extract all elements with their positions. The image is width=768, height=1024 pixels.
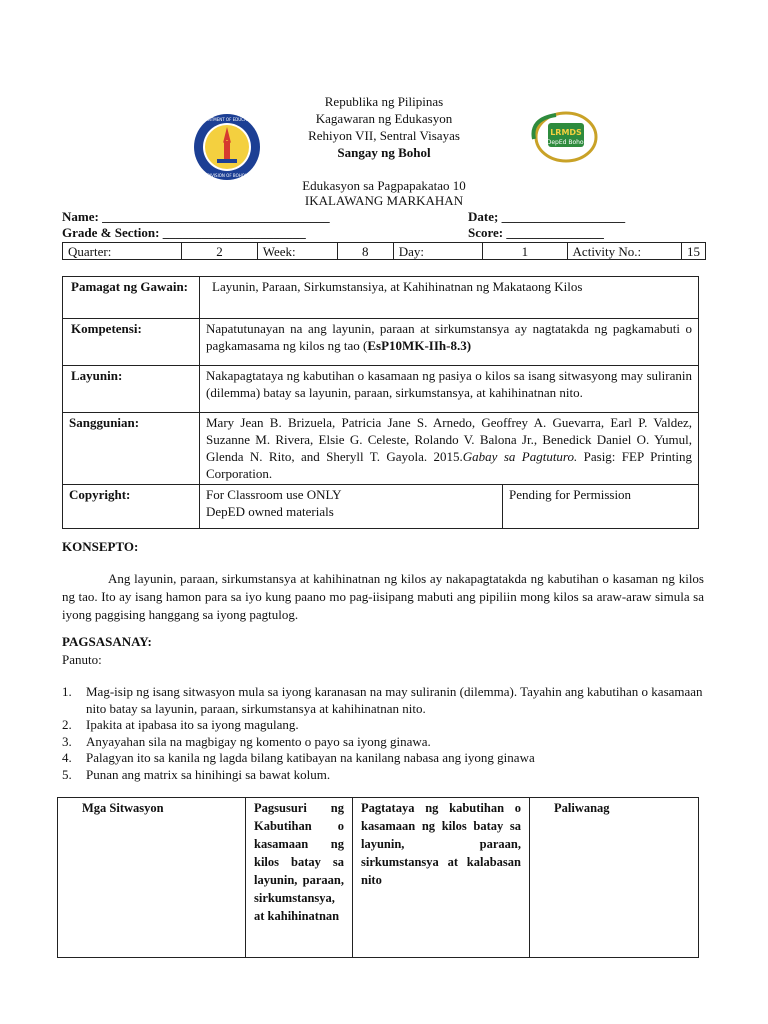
reference-tail: Pasig: FEP Printing Corporation.: [206, 449, 692, 481]
name-field[interactable]: Name: ___________________________________: [62, 209, 330, 224]
competency-value: Napatutunayan na ang layunin, paraan at sirkumstansya ay nagtatakda ng pagkamabuti o pagkamasama ng kilos ng tao (: [206, 321, 692, 353]
title-label: Pamagat ng Gawain:: [63, 277, 200, 319]
header-republic: Republika ng Pilipinas: [324, 94, 444, 109]
info-row-reference: [63, 413, 699, 485]
objective-value: Nakapagtataya ng kabutihan o kasamaan ng pasiya o kilos sa isang sitwasyong may suliranin (dilemma) batay sa layunin, paraan, sirkumstansya, at kahihinatnan nito.: [200, 366, 699, 413]
competency-label: Kompetensi:: [63, 319, 200, 366]
objective-label: Layunin:: [63, 366, 200, 413]
quarter-title: IKALAWANG MARKAHAN: [304, 193, 464, 208]
date-field[interactable]: Date; ___________________: [468, 209, 626, 224]
list-item: 4. Palagyan ito sa kanila ng lagda bilang katibayan na kanilang nabasa ang iyong ginawa: [62, 750, 535, 765]
permission-status: Pending for Permission: [503, 485, 699, 529]
svg-text:LRMDS: LRMDS: [550, 128, 582, 137]
quarter-table: [62, 242, 706, 260]
copyright-line2: DepED owned materials: [206, 504, 334, 519]
matrix-col-evaluation[interactable]: Pagtataya ng kabutihan o kasamaan ng kilos batay sa layunin, paraan, sirkumstansya at kalabasan nito: [353, 798, 530, 958]
step-4-text: Palagyan ito sa kanila ng lagda bilang katibayan na kanilang nabasa ang iyong ginawa: [86, 750, 535, 765]
list-item: 2. Ipakita at ipabasa ito sa iyong magulang.: [62, 717, 299, 732]
info-table: [62, 276, 699, 529]
konsepto-heading: KONSEPTO:: [62, 539, 139, 554]
step-2-text: Ipakita at ipabasa ito sa iyong magulang.: [86, 717, 299, 732]
reference-italic: Gabay sa Pagtuturo.: [462, 449, 578, 464]
copyright-label: Copyright:: [63, 485, 200, 529]
step-5-text: Punan ang matrix sa hinihingi sa bawat kolum.: [86, 766, 331, 782]
step-3-text: Anyayahan sila na magbigay ng komento o payo sa iyong ginawa.: [86, 733, 431, 749]
header-department: Kagawaran ng Edukasyon: [315, 111, 453, 126]
list-item: 5. Punan ang matrix sa hinihingi sa bawat kolum.: [62, 766, 331, 782]
step-1-text: Mag-isip ng isang sitwasyon mula sa iyong karanasan na may suliranin (dilemma). Tayahin ang kabutihan o kasamaan nito batay sa layunin, paraan, sirkumstansya at kahihinatnan nito.: [86, 684, 703, 716]
day-label: Day:: [393, 243, 483, 260]
grade-section-field[interactable]: Grade & Section: ______________________: [62, 225, 306, 240]
pagsasanay-heading: PAGSASANAY:: [62, 634, 152, 649]
svg-text:DIVISION OF BOHOL: DIVISION OF BOHOL: [206, 173, 248, 178]
week-label: Week:: [257, 243, 337, 260]
list-item: 1. Mag-isip ng isang sitwasyon mula sa iyong karanasan na may suliranin (dilemma). Tayahin ang kabutihan o kasamaan nito batay sa layunin, paraan, sirkumstansya at kahihinatnan nito.: [62, 684, 703, 716]
svg-text:DEPARTMENT OF EDUCATION: DEPARTMENT OF EDUCATION: [197, 117, 257, 122]
matrix-col-explanation[interactable]: Paliwanag: [530, 798, 699, 958]
konsepto-body: Ang layunin, paraan, sirkumstansya at kahihinatnan ng kilos ay nakapagtatakda ng kabutihan o kasaman ng kilos ng tao. Ito ay isang hamon para sa iyo kung paano mo pag-iisipang mabuti ang pipiliin mong kilos sa araw-araw simula sa iyong paggising hanggang sa iyong pagtulog.: [62, 571, 704, 622]
competency-code: EsP10MK-IIh-8.3): [367, 338, 472, 353]
info-row-objective: [63, 366, 699, 413]
reference-label: Sanggunian:: [63, 413, 200, 485]
quarter-label: Quarter:: [63, 243, 182, 260]
score-field[interactable]: Score: _______________: [468, 225, 604, 240]
info-row-competency: [63, 319, 699, 366]
reference-value: Mary Jean B. Brizuela, Patricia Jane S. Arnedo, Geoffrey A. Guevarra, Earl P. Valdez, Suzanne M. Rivera, Elsie G. Celeste, Rolando V. Balona Jr., Benedick Daniel O. Yumul, Glenda N. Rito, and Sheryll T. Gayola. 2015.: [206, 415, 692, 464]
steps-list: [62, 684, 704, 783]
matrix-col-analysis[interactable]: Pagsusuri ng Kabutihan o kasamaan ng kilos batay sa layunin, paraan, sirkumstansya, at kahihinatnan: [246, 798, 353, 958]
activity-label: Activity No.:: [567, 243, 681, 260]
info-row-title: [63, 277, 699, 319]
activity-value: 15: [682, 243, 706, 260]
copyright-cell: [200, 485, 503, 529]
reference-cell: [200, 413, 699, 485]
quarter-value: 2: [182, 243, 257, 260]
competency-cell: [200, 319, 699, 366]
subject-title: Edukasyon sa Pagpapakatao 10: [302, 178, 466, 193]
panuto-label: Panuto:: [62, 652, 102, 667]
info-row-copyright: [63, 485, 699, 529]
title-value: Layunin, Paraan, Sirkumstansiya, at Kahihinatnan ng Makataong Kilos: [200, 277, 699, 319]
day-value: 1: [483, 243, 567, 260]
matrix-table: [57, 797, 699, 958]
svg-text:DepEd Bohol: DepEd Bohol: [546, 139, 586, 146]
week-value: 8: [337, 243, 393, 260]
header-division: Sangay ng Bohol: [337, 145, 431, 160]
list-item: 3. Anyayahan sila na magbigay ng komento o payo sa iyong ginawa.: [62, 733, 431, 749]
header-region: Rehiyon VII, Sentral Visayas: [308, 128, 460, 143]
matrix-col-situations[interactable]: Mga Sitwasyon: [58, 798, 246, 958]
copyright-line1: For Classroom use ONLY: [206, 487, 342, 502]
